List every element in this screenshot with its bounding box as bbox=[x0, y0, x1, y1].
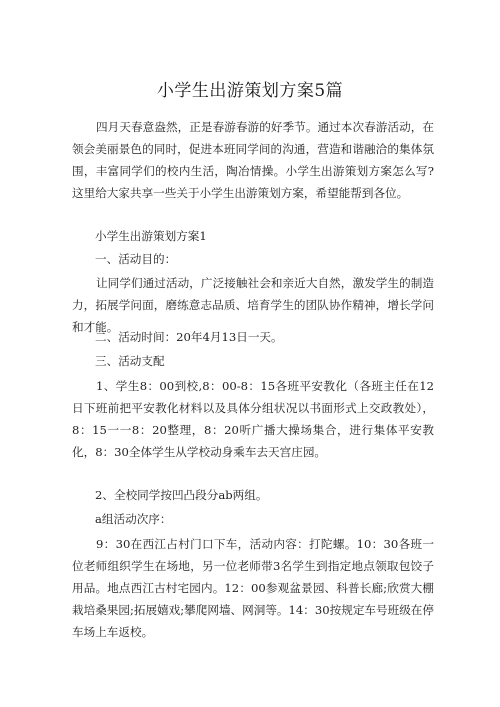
document-title: 小学生出游策划方案5篇 bbox=[156, 81, 344, 101]
schedule-item-1: 1、学生8：00到校,8：00-8：15各班平安教化（各班主任在12日下班前把平安教化材料以及具体分组状况以书面形式上交政教处），8：15一一8：20整理，8：20听广播大操场集合，进行集体平安教化，8：30全体学生从学校动身乘车去天宫庄园。 bbox=[72, 379, 434, 459]
section-1-heading: 一、活动目的： bbox=[95, 252, 177, 266]
section-1-body: 让同学们通过活动，广泛接触社会和亲近大自然，激发学生的制造力，拓展学问面，磨练意志品质、培育学生的团队协作精神，增长学问和才能。 bbox=[72, 276, 434, 334]
intro-paragraph: 四月天春意盎然，正是春游春游的好季节。通过本次春游活动，在领会美丽景色的同时，促进本班同学间的沟通，营造和谐融洽的集体氛围，丰富同学们的校内生活，陶冶情操。小学生出游策划方案怎么写?这里给大家共享一些关于小学生出游策划方案，希望能帮到各位。 bbox=[72, 120, 434, 200]
group-a-body: 9：30在西江占村门口下车，活动内容：打陀螺。10：30各班一位老师组织学生在场地，另一位老师带3名学生到指定地点领取包饺子用品。地点西江古村宅园内。12：00参观盆景园、科普长廊;欣赏大棚栽培桑果园;拓展嬉戏;攀爬网墙、网洞等。14：30按规定车号班级在停车场上车返校。 bbox=[72, 537, 434, 639]
plan-heading: 小学生出游策划方案1 bbox=[95, 229, 207, 243]
group-a-heading: a组活动次序： bbox=[95, 512, 172, 526]
schedule-item-2: 2、全校同学按凹凸段分ab两组。 bbox=[95, 488, 268, 502]
section-3-heading: 三、活动支配 bbox=[95, 354, 165, 368]
section-2-heading: 二、活动时间：20年4月13日一天。 bbox=[95, 330, 283, 344]
